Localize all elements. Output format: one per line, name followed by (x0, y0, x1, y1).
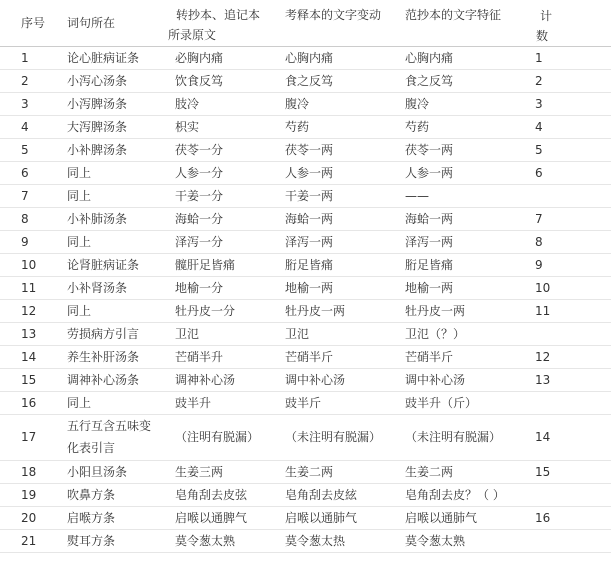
cell-original: 干姜一分 (175, 188, 224, 203)
cell-fan: 调中补心汤 (405, 372, 466, 387)
cell-fan: 芒硝半斤 (405, 349, 454, 364)
cell-location: 小补脾汤条 (67, 142, 128, 157)
table-row (0, 230, 611, 254)
cell-kao: 干姜一两 (285, 188, 334, 203)
cell-location: 吹鼻方条 (67, 487, 116, 502)
table-row (0, 460, 611, 484)
header-original-line1: 转抄本、追记本 (176, 8, 261, 22)
cell-count: 5 (535, 142, 543, 157)
table-row (0, 368, 611, 392)
cell-kao: 人参一两 (285, 165, 334, 180)
cell-kao: 食之反笃 (285, 73, 334, 88)
header-location: 词句所在 (67, 16, 116, 30)
cell-no: 12 (21, 303, 37, 318)
cell-no: 17 (21, 430, 37, 444)
cell-location: 小补肺汤条 (67, 211, 128, 226)
table-row (0, 345, 611, 369)
cell-kao: 胻足皆痛 (285, 257, 334, 272)
header-original-text (168, 5, 280, 45)
cell-location: 五行互含五味变化表引言 (67, 419, 152, 455)
cell-no: 15 (21, 372, 37, 387)
cell-location: 养生补肝汤条 (67, 349, 140, 364)
cell-no: 10 (21, 257, 37, 272)
cell-kao: 泽泻一两 (285, 234, 334, 249)
cell-original: 茯苓一分 (175, 142, 224, 157)
table-row (0, 483, 611, 507)
table-row (0, 299, 611, 323)
table-row (0, 506, 611, 530)
cell-fan: 心胸内痛 (405, 50, 454, 65)
cell-kao: 皂角刮去皮絃 (285, 487, 358, 502)
cell-no: 4 (21, 119, 29, 134)
cell-count: 9 (535, 257, 543, 272)
cell-kao: 芍药 (285, 119, 310, 134)
cell-location: 小补肾汤条 (67, 280, 128, 295)
cell-fan: 芍药 (405, 119, 430, 134)
cell-no: 3 (21, 96, 29, 111)
cell-fan: 豉半升（斤） (405, 395, 478, 410)
cell-count (535, 529, 575, 552)
cell-location: 论肾脏病证条 (67, 257, 140, 272)
cell-count (535, 322, 575, 345)
table-row (0, 207, 611, 231)
cell-original: 泽泻一分 (175, 234, 224, 249)
cell-fan: 生姜二两 (405, 464, 454, 479)
cell-no: 19 (21, 487, 37, 502)
cell-fan: 莫令葱太熟 (405, 533, 466, 548)
cell-kao: 腹冷 (285, 96, 310, 111)
table-row (0, 92, 611, 116)
cell-count: 13 (535, 372, 551, 387)
cell-no: 6 (21, 165, 29, 180)
cell-fan: 胻足皆痛 (405, 257, 454, 272)
table-row (0, 138, 611, 162)
cell-location: 同上 (67, 165, 92, 180)
cell-original: 牡丹皮一分 (175, 303, 236, 318)
cell-original: 启喉以通脾气 (175, 510, 248, 525)
cell-kao: 芒硝半斤 (285, 349, 334, 364)
cell-location: 调神补心汤条 (67, 372, 140, 387)
cell-no: 1 (21, 50, 29, 65)
cell-fan: 皂角刮去皮？（ ） (405, 487, 505, 502)
cell-count: 15 (535, 464, 551, 479)
cell-count: 12 (535, 349, 551, 364)
cell-kao: 启喉以通肺气 (285, 510, 358, 525)
cell-kao: 牡丹皮一两 (285, 303, 346, 318)
cell-location: 小阳旦汤条 (67, 464, 128, 479)
cell-fan: 人参一两 (405, 165, 454, 180)
cell-original: 卫氾 (175, 326, 200, 341)
cell-original: 肢冷 (175, 96, 200, 111)
cell-kao: 莫令葱太热 (285, 533, 346, 548)
cell-count: 6 (535, 165, 543, 180)
cell-fan: 腹冷 (405, 96, 430, 111)
cell-location: 同上 (67, 234, 92, 249)
cell-location: 大泻脾汤条 (67, 119, 128, 134)
cell-no: 20 (21, 510, 37, 525)
cell-no: 5 (21, 142, 29, 157)
cell-original: 髋肝足皆痛 (175, 257, 236, 272)
cell-fan: （未注明有脱漏） (405, 430, 502, 444)
table-row (0, 529, 611, 553)
cell-original: 地榆一分 (175, 280, 224, 295)
cell-fan: 地榆一两 (405, 280, 454, 295)
cell-location: 同上 (67, 395, 92, 410)
cell-count: 11 (535, 303, 551, 318)
table-row (0, 69, 611, 93)
cell-count: 1 (535, 50, 543, 65)
cell-kao: 海蛤一两 (285, 211, 334, 226)
cell-count: 4 (535, 119, 543, 134)
header-fan-features: 范抄本的文字特征 (405, 8, 502, 22)
cell-count: 3 (535, 96, 543, 111)
cell-location: 论心脏病证条 (67, 50, 140, 65)
cell-no: 16 (21, 395, 37, 410)
cell-kao: 地榆一两 (285, 280, 334, 295)
cell-fan: 牡丹皮一两 (405, 303, 466, 318)
header-count-line2: 数 (536, 29, 549, 43)
table-row (0, 161, 611, 185)
cell-kao: 茯苓一两 (285, 142, 334, 157)
cell-no: 9 (21, 234, 29, 249)
cell-count: 7 (535, 211, 543, 226)
table-header-row (0, 0, 611, 47)
cell-fan: 茯苓一两 (405, 142, 454, 157)
cell-fan: —— (405, 188, 429, 203)
cell-count (535, 483, 575, 506)
cell-fan: 启喉以通肺气 (405, 510, 478, 525)
cell-original: 莫令葱太熟 (175, 533, 236, 548)
cell-original: 皂角刮去皮弦 (175, 487, 248, 502)
cell-original: 豉半升 (175, 395, 212, 410)
cell-kao: 调中补心汤 (285, 372, 346, 387)
cell-no: 11 (21, 280, 37, 295)
cell-location: 启喉方条 (67, 510, 116, 525)
cell-count: 10 (535, 280, 551, 295)
cell-count: 16 (535, 510, 551, 525)
cell-count: 14 (535, 430, 551, 444)
table-row (0, 391, 611, 415)
header-original-line2: 所录原文 (168, 28, 217, 42)
cell-no: 13 (21, 326, 37, 341)
cell-original: 饮食反笃 (175, 73, 224, 88)
cell-fan: 卫氾（？） (405, 326, 466, 341)
table-row (0, 115, 611, 139)
cell-kao: 豉半斤 (285, 395, 322, 410)
cell-count (535, 184, 575, 207)
cell-no: 21 (21, 533, 37, 548)
table-row (0, 253, 611, 277)
table-row (0, 46, 611, 70)
cell-location: 熨耳方条 (67, 533, 116, 548)
cell-kao: 卫氾 (285, 326, 310, 341)
table-row (0, 322, 611, 346)
cell-location: 小泻心汤条 (67, 73, 128, 88)
table-row (0, 184, 611, 208)
cell-no: 8 (21, 211, 29, 226)
cell-original: 海蛤一分 (175, 211, 224, 226)
cell-fan: 海蛤一两 (405, 211, 454, 226)
cell-no: 14 (21, 349, 37, 364)
cell-location: 小泻脾汤条 (67, 96, 128, 111)
header-kao-changes: 考释本的文字变动 (285, 8, 382, 22)
cell-count: 2 (535, 73, 543, 88)
cell-original: 枳实 (175, 119, 200, 134)
cell-original: （注明有脱漏） (175, 430, 260, 444)
header-count (536, 6, 576, 46)
cell-kao: 心胸内痛 (285, 50, 334, 65)
header-count-line1: 计 (540, 9, 553, 23)
cell-original: 调神补心汤 (175, 372, 236, 387)
cell-fan: 食之反笃 (405, 73, 454, 88)
cell-fan: 泽泻一两 (405, 234, 454, 249)
cell-location: 同上 (67, 303, 92, 318)
cell-no: 7 (21, 188, 29, 203)
cell-original: 芒硝半升 (175, 349, 224, 364)
cell-original: 人参一分 (175, 165, 224, 180)
cell-location: 同上 (67, 188, 92, 203)
table-row (0, 414, 611, 461)
cell-no: 2 (21, 73, 29, 88)
cell-location: 劳损病方引言 (67, 326, 140, 341)
cell-original: 生姜三两 (175, 464, 224, 479)
cell-count: 8 (535, 234, 543, 249)
cell-kao: 生姜二两 (285, 464, 334, 479)
cell-kao: （未注明有脱漏） (285, 430, 382, 444)
table-row (0, 276, 611, 300)
cell-count (535, 391, 575, 414)
cell-no: 18 (21, 464, 37, 479)
header-no: 序号 (21, 16, 46, 30)
cell-original: 必胸内痛 (175, 50, 224, 65)
